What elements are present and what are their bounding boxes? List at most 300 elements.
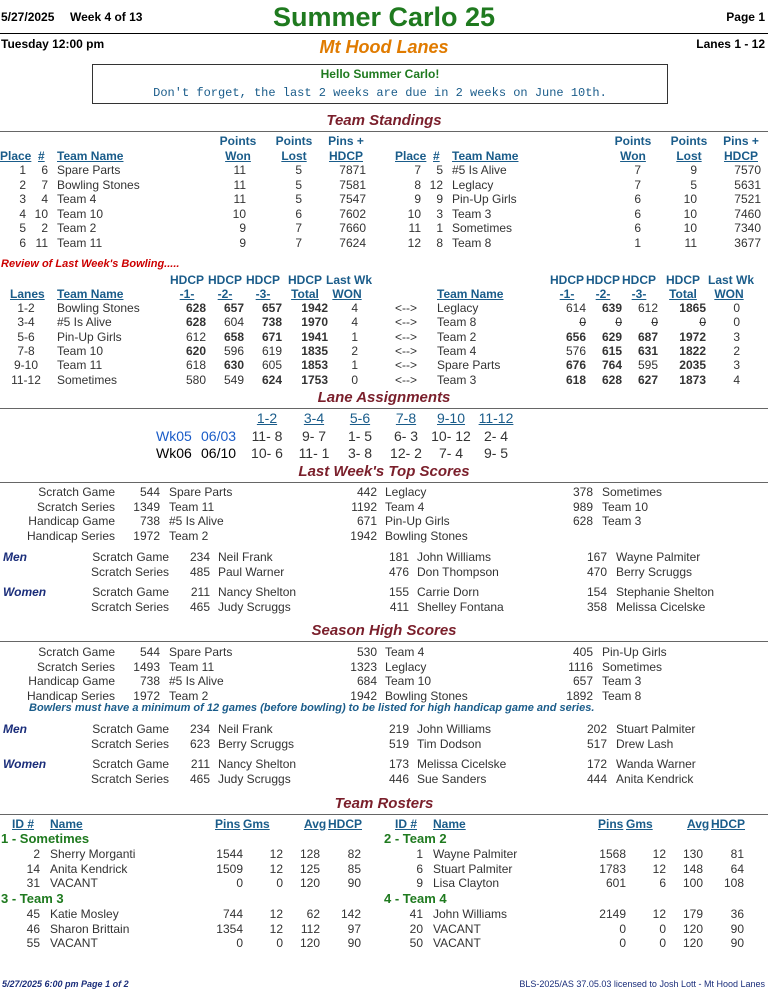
score-value: 1116 xyxy=(568,659,593,674)
review-score-a: 1 xyxy=(351,358,358,373)
roster-id: 14 xyxy=(26,861,40,876)
standing-won: 11 xyxy=(233,163,246,177)
review-score-a: 596 xyxy=(223,343,244,358)
score-name: Nancy Shelton xyxy=(218,585,297,599)
standing-pins: 3677 xyxy=(734,235,761,250)
review-team-b: Team 4 xyxy=(437,343,477,358)
score-category: Handicap Game xyxy=(28,674,115,688)
score-value: 234 xyxy=(189,722,210,736)
col-header-team: Team Name xyxy=(452,149,519,163)
score-value: 1323 xyxy=(350,659,377,674)
men-label: Men xyxy=(3,550,27,564)
lane-matchup: 9- 7 xyxy=(301,428,327,444)
standing-number: 10 xyxy=(34,206,48,221)
col-header-pins: Pins + xyxy=(328,134,364,148)
men-label: Men xyxy=(3,722,27,736)
review-score-a: 580 xyxy=(185,372,206,387)
roster-id: 6 xyxy=(416,861,423,876)
review-team-a: Pin-Up Girls xyxy=(57,329,122,344)
lane-pair-header: 7-8 xyxy=(395,410,417,426)
standing-lost: 5 xyxy=(690,177,697,192)
review-col-lanes: Lanes xyxy=(10,287,45,301)
standing-place: 10 xyxy=(407,206,421,221)
standing-lost: 6 xyxy=(295,206,302,221)
score-category: Scratch Game xyxy=(38,485,115,499)
week-date: 06/10 xyxy=(201,445,237,461)
roster-hdcp: 90 xyxy=(347,936,361,950)
review-score-a: 658 xyxy=(223,329,244,344)
review-score-a: 738 xyxy=(261,315,282,330)
roster-pins: 2149 xyxy=(599,907,626,921)
review-arrow: <--> xyxy=(395,329,418,344)
standing-won: 7 xyxy=(634,163,641,177)
score-category: Scratch Series xyxy=(36,499,115,514)
standing-number: 6 xyxy=(41,163,48,177)
review-col-header: HDCP xyxy=(585,273,620,287)
lane-pair-header: 11-12 xyxy=(478,410,514,426)
score-value: 378 xyxy=(572,485,593,499)
roster-games: 12 xyxy=(269,861,283,876)
roster-name: Sharon Brittain xyxy=(50,921,130,936)
top-scores-title: Last Week's Top Scores xyxy=(298,463,470,480)
lane-matchup: 2- 4 xyxy=(483,428,509,444)
score-value: 465 xyxy=(189,599,210,614)
lane-matchup: 11- 1 xyxy=(298,445,330,461)
score-name: Leglacy xyxy=(385,659,427,674)
score-value: 1942 xyxy=(350,528,377,543)
score-name: Wanda Warner xyxy=(616,757,696,771)
week-label: Week 4 of 13 xyxy=(70,10,143,24)
score-value: 211 xyxy=(190,757,210,771)
season-title: Season High Scores xyxy=(311,622,457,639)
standing-number: 4 xyxy=(41,192,48,206)
standing-won: 7 xyxy=(634,177,641,192)
score-category: Handicap Game xyxy=(28,514,115,528)
standing-lost: 5 xyxy=(295,177,302,192)
score-value: 530 xyxy=(356,645,377,659)
review-score-b: 618 xyxy=(565,372,586,387)
roster-id: 41 xyxy=(409,907,423,921)
standing-team: Team 4 xyxy=(57,192,97,206)
review-col-subheader: -1- xyxy=(179,287,195,301)
review-score-b: 656 xyxy=(565,329,586,344)
standing-place: 12 xyxy=(407,235,421,250)
roster-name: Lisa Clayton xyxy=(433,876,500,890)
score-name: John Williams xyxy=(417,722,492,736)
review-col-header: HDCP xyxy=(245,273,280,287)
score-category: Scratch Game xyxy=(92,585,169,599)
score-value: 623 xyxy=(189,736,210,751)
standing-lost: 10 xyxy=(683,192,697,206)
roster-pins: 1783 xyxy=(599,861,626,876)
score-value: 470 xyxy=(586,564,607,579)
lane-pair-header: 3-4 xyxy=(303,410,325,426)
roster-col-name: Name xyxy=(433,817,466,831)
roster-pins: 0 xyxy=(236,876,243,890)
roster-col-avg: Avg xyxy=(687,817,710,831)
score-value: 671 xyxy=(356,514,377,528)
standing-number: 11 xyxy=(35,235,48,250)
page-title: Summer Carlo 25 xyxy=(272,2,496,32)
col-header-won: Won xyxy=(620,149,646,163)
review-col-subheader: -2- xyxy=(595,287,611,301)
review-score-a: 630 xyxy=(223,358,244,373)
roster-hdcp: 90 xyxy=(347,876,361,890)
score-value: 1972 xyxy=(133,528,160,543)
standing-lost: 11 xyxy=(684,235,697,250)
roster-avg: 120 xyxy=(299,936,320,950)
roster-name: Wayne Palmiter xyxy=(433,847,518,861)
score-name: Paul Warner xyxy=(218,564,285,579)
score-value: 444 xyxy=(586,771,607,786)
roster-games: 6 xyxy=(659,876,666,890)
center-name: Mt Hood Lanes xyxy=(319,37,449,57)
score-category: Scratch Series xyxy=(90,771,169,786)
score-name: Sometimes xyxy=(602,485,663,499)
score-category: Scratch Series xyxy=(90,564,169,579)
review-team-b: Spare Parts xyxy=(437,358,501,373)
roster-id: 31 xyxy=(26,876,40,890)
review-team-a: Team 11 xyxy=(57,358,103,373)
standing-number: 3 xyxy=(436,206,443,221)
review-team-a: Team 10 xyxy=(57,343,104,358)
review-score-a: 1942 xyxy=(301,301,328,315)
roster-name: Sherry Morganti xyxy=(50,847,136,861)
standing-team: Team 8 xyxy=(452,235,492,250)
review-lanes: 3-4 xyxy=(17,315,35,330)
review-col-header: HDCP xyxy=(621,273,656,287)
roster-id: 1 xyxy=(416,847,423,861)
review-score-b: 1822 xyxy=(679,343,706,358)
score-value: 519 xyxy=(388,736,409,751)
review-score-b: 631 xyxy=(637,343,658,358)
roster-name: VACANT xyxy=(433,936,481,950)
score-value: 657 xyxy=(572,674,593,688)
score-value: 181 xyxy=(388,550,409,564)
score-value: 738 xyxy=(139,514,160,528)
score-value: 1349 xyxy=(133,499,160,514)
score-name: Judy Scruggs xyxy=(218,771,291,786)
standing-place: 5 xyxy=(19,221,26,235)
standing-place: 1 xyxy=(19,163,26,177)
col-header-place: Place xyxy=(0,149,32,163)
col-header-pins: Pins + xyxy=(723,134,759,148)
roster-hdcp: 142 xyxy=(340,907,361,921)
review-score-b: 612 xyxy=(637,301,658,315)
lanes-range: Lanes 1 - 12 xyxy=(696,37,765,51)
review-col-header: HDCP xyxy=(207,273,242,287)
review-score-b: 1865 xyxy=(679,301,706,315)
review-score-b: 627 xyxy=(637,372,658,387)
handicap-rule-note: Bowlers must have a minimum of 12 games (before bowling) to be listed for high handicap game and series. xyxy=(29,702,595,714)
roster-col-games: Gms xyxy=(626,817,653,831)
roster-col-pins: Pins xyxy=(598,817,624,831)
standing-lost: 5 xyxy=(295,163,302,177)
score-value: 1493 xyxy=(133,659,160,674)
roster-avg: 112 xyxy=(300,921,320,936)
roster-pins: 0 xyxy=(619,936,626,950)
score-name: Drew Lash xyxy=(616,736,674,751)
review-score-b: 1972 xyxy=(679,329,706,344)
score-name: Wayne Palmiter xyxy=(616,550,701,564)
score-value: 234 xyxy=(189,550,210,564)
standing-team: Team 10 xyxy=(57,206,104,221)
review-score-a: 1835 xyxy=(301,343,328,358)
roster-id: 20 xyxy=(409,921,423,936)
review-col-subheader: WON xyxy=(332,287,362,301)
score-name: Berry Scruggs xyxy=(616,564,693,579)
review-score-a: 624 xyxy=(261,372,282,387)
review-col-subheader: -2- xyxy=(217,287,233,301)
standing-won: 6 xyxy=(634,206,641,221)
review-score-b: 0 xyxy=(733,315,740,330)
review-score-a: 612 xyxy=(185,329,206,344)
standing-won: 6 xyxy=(634,221,641,235)
review-col-header: Last Wk xyxy=(326,273,373,287)
standing-won: 9 xyxy=(239,221,246,235)
standing-team: Leglacy xyxy=(452,177,494,192)
standing-number: 12 xyxy=(429,177,443,192)
score-name: Spare Parts xyxy=(169,645,233,659)
review-score-b: 639 xyxy=(601,301,622,315)
roster-hdcp: 97 xyxy=(347,921,361,936)
col-header-team: Team Name xyxy=(57,149,124,163)
standing-number: 9 xyxy=(436,192,443,206)
standing-pins: 7602 xyxy=(339,206,366,221)
roster-pins: 744 xyxy=(222,907,243,921)
roster-id: 55 xyxy=(26,936,40,950)
score-name: Spare Parts xyxy=(169,485,233,499)
review-title: Review of Last Week's Bowling..... xyxy=(1,258,180,270)
score-category: Handicap Series xyxy=(26,528,115,543)
score-name: Stuart Palmiter xyxy=(616,722,696,736)
standing-won: 10 xyxy=(232,206,246,221)
standing-number: 1 xyxy=(436,221,443,235)
roster-name: Anita Kendrick xyxy=(50,861,128,876)
review-score-b: 576 xyxy=(565,343,586,358)
roster-pins: 0 xyxy=(236,936,243,950)
roster-avg: 125 xyxy=(299,861,320,876)
roster-games: 12 xyxy=(652,847,666,861)
review-score-a: 618 xyxy=(185,358,206,373)
season-rule xyxy=(0,641,768,642)
col-header-won: Won xyxy=(225,149,251,163)
review-score-b: 3 xyxy=(733,329,740,344)
review-score-b: 3 xyxy=(733,358,740,373)
score-name: Anita Kendrick xyxy=(616,771,694,786)
week-number: Wk05 xyxy=(156,428,192,444)
standing-pins: 7547 xyxy=(339,192,366,206)
review-score-a: 1970 xyxy=(301,315,328,330)
roster-avg: 120 xyxy=(682,936,703,950)
review-score-b: 614 xyxy=(565,301,586,315)
header-rule xyxy=(0,33,768,34)
score-name: Neil Frank xyxy=(218,550,273,564)
standing-number: 7 xyxy=(41,177,48,192)
standing-pins: 7871 xyxy=(339,163,366,177)
roster-name: Stuart Palmiter xyxy=(433,861,513,876)
review-col-header: HDCP xyxy=(287,273,322,287)
standing-won: 6 xyxy=(634,192,641,206)
score-value: 446 xyxy=(388,771,409,786)
standing-place: 2 xyxy=(19,177,26,192)
score-name: Carrie Dorn xyxy=(417,585,480,599)
roster-games: 12 xyxy=(652,861,666,876)
score-value: 442 xyxy=(356,485,377,499)
score-name: Team 11 xyxy=(169,499,215,514)
review-col-subheader: -1- xyxy=(559,287,575,301)
review-score-b: 595 xyxy=(637,358,658,373)
roster-avg: 179 xyxy=(682,907,703,921)
review-team-a: Bowling Stones xyxy=(57,301,140,315)
review-score-a: 1753 xyxy=(301,372,328,387)
standing-lost: 5 xyxy=(295,192,302,206)
review-team-b: Team 3 xyxy=(437,372,477,387)
review-arrow: <--> xyxy=(395,301,418,315)
score-category: Handicap Series xyxy=(26,688,115,703)
lane-pair-header: 5-6 xyxy=(349,410,371,426)
review-col-team: Team Name xyxy=(57,287,124,301)
score-value: 411 xyxy=(389,599,409,614)
score-value: 485 xyxy=(189,564,210,579)
review-col-subheader: Total xyxy=(669,287,697,301)
lane-pair-header: 9-10 xyxy=(436,410,466,426)
review-lanes: 9-10 xyxy=(13,358,39,373)
score-name: Shelley Fontana xyxy=(417,599,504,614)
score-name: Stephanie Shelton xyxy=(616,585,715,599)
roster-pins: 1568 xyxy=(599,847,626,861)
roster-games: 12 xyxy=(269,921,283,936)
score-name: Sue Sanders xyxy=(417,771,487,786)
review-team-a: #5 Is Alive xyxy=(57,315,112,330)
review-team-a: Sometimes xyxy=(57,372,118,387)
review-score-a: 1853 xyxy=(301,358,328,373)
roster-hdcp: 64 xyxy=(730,861,744,876)
score-name: Pin-Up Girls xyxy=(602,645,667,659)
roster-pins: 601 xyxy=(605,876,626,890)
review-lanes: 7-8 xyxy=(17,343,35,358)
score-name: Bowling Stones xyxy=(385,688,468,703)
review-lanes: 11-12 xyxy=(11,372,41,387)
footer-license: BLS-2025/AS 37.05.03 licensed to Josh Lott - Mt Hood Lanes xyxy=(519,979,765,989)
col-header-number: # xyxy=(433,149,440,163)
score-name: #5 Is Alive xyxy=(169,514,224,528)
standing-team: #5 Is Alive xyxy=(452,163,507,177)
lane-matchup: 10- 6 xyxy=(251,445,283,461)
score-value: 219 xyxy=(388,722,409,736)
review-score-a: 605 xyxy=(261,358,282,373)
review-col-header: HDCP xyxy=(549,273,584,287)
women-label: Women xyxy=(3,757,47,771)
score-name: Leglacy xyxy=(385,485,427,499)
review-arrow: <--> xyxy=(395,372,418,387)
score-name: Judy Scruggs xyxy=(218,599,291,614)
review-score-b: 4 xyxy=(733,372,740,387)
lane-matchup: 7- 4 xyxy=(438,445,464,461)
review-score-a: 657 xyxy=(261,301,282,315)
review-team-b: Team 2 xyxy=(437,329,477,344)
roster-hdcp: 81 xyxy=(730,847,744,861)
roster-id: 9 xyxy=(416,876,423,890)
score-value: 465 xyxy=(189,771,210,786)
score-value: 1942 xyxy=(350,688,377,703)
women-label: Women xyxy=(3,585,47,599)
standing-place: 8 xyxy=(414,177,421,192)
review-score-b: 0 xyxy=(699,315,706,330)
score-value: 173 xyxy=(388,757,409,771)
score-value: 738 xyxy=(139,674,160,688)
score-value: 154 xyxy=(586,585,607,599)
roster-avg: 120 xyxy=(299,876,320,890)
roster-col-hdcp: HDCP xyxy=(711,817,746,831)
roster-avg: 62 xyxy=(306,907,320,921)
score-value: 155 xyxy=(388,585,409,599)
score-value: 684 xyxy=(356,674,377,688)
roster-pins: 0 xyxy=(619,921,626,936)
standing-won: 1 xyxy=(634,235,641,250)
score-value: 405 xyxy=(572,645,593,659)
score-name: Nancy Shelton xyxy=(218,757,297,771)
review-score-a: 619 xyxy=(261,343,282,358)
score-name: Team 4 xyxy=(385,645,425,659)
roster-games: 12 xyxy=(269,907,283,921)
score-name: Team 2 xyxy=(169,528,209,543)
col-header-points-won: Points xyxy=(219,134,257,148)
review-col-header: Last Wk xyxy=(708,273,755,287)
roster-team-name: 2 - Team 2 xyxy=(384,831,447,846)
standing-team: Sometimes xyxy=(452,221,513,235)
review-col-header: HDCP xyxy=(169,273,204,287)
lanes-title: Lane Assignments xyxy=(317,389,451,406)
score-category: Scratch Game xyxy=(92,550,169,564)
score-name: Team 4 xyxy=(385,499,425,514)
roster-name: VACANT xyxy=(50,876,98,890)
review-score-a: 604 xyxy=(223,315,244,330)
standing-number: 2 xyxy=(41,221,48,235)
score-value: 517 xyxy=(586,736,607,751)
score-name: Melissa Cicelske xyxy=(417,757,507,771)
standing-won: 11 xyxy=(233,177,246,192)
col-header-points-lost: Points xyxy=(670,134,708,148)
footer-print-info: 5/27/2025 6:00 pm Page 1 of 2 xyxy=(2,979,129,989)
score-value: 1192 xyxy=(351,499,377,514)
lanes-rule xyxy=(0,408,768,409)
review-arrow: <--> xyxy=(395,358,418,373)
score-value: 544 xyxy=(139,645,160,659)
review-score-a: 0 xyxy=(351,372,358,387)
page-number: Page 1 xyxy=(726,10,765,24)
review-col-subheader: WON xyxy=(714,287,744,301)
roster-pins: 1354 xyxy=(216,921,243,936)
roster-col-id: ID # xyxy=(395,817,418,831)
roster-hdcp: 85 xyxy=(347,861,361,876)
score-name: Team 3 xyxy=(602,674,642,688)
standing-place: 4 xyxy=(19,206,26,221)
standing-team: Team 3 xyxy=(452,206,492,221)
roster-team-name: 3 - Team 3 xyxy=(1,891,64,906)
review-score-a: 620 xyxy=(185,343,206,358)
review-score-b: 2 xyxy=(733,343,740,358)
roster-id: 45 xyxy=(26,907,40,921)
roster-hdcp: 36 xyxy=(730,907,744,921)
score-name: Pin-Up Girls xyxy=(385,514,450,528)
standing-place: 11 xyxy=(408,221,421,235)
roster-col-hdcp: HDCP xyxy=(328,817,363,831)
review-col-subheader: Total xyxy=(291,287,319,301)
review-score-a: 4 xyxy=(351,301,358,315)
score-name: Don Thompson xyxy=(417,564,499,579)
col-header-place: Place xyxy=(395,149,427,163)
